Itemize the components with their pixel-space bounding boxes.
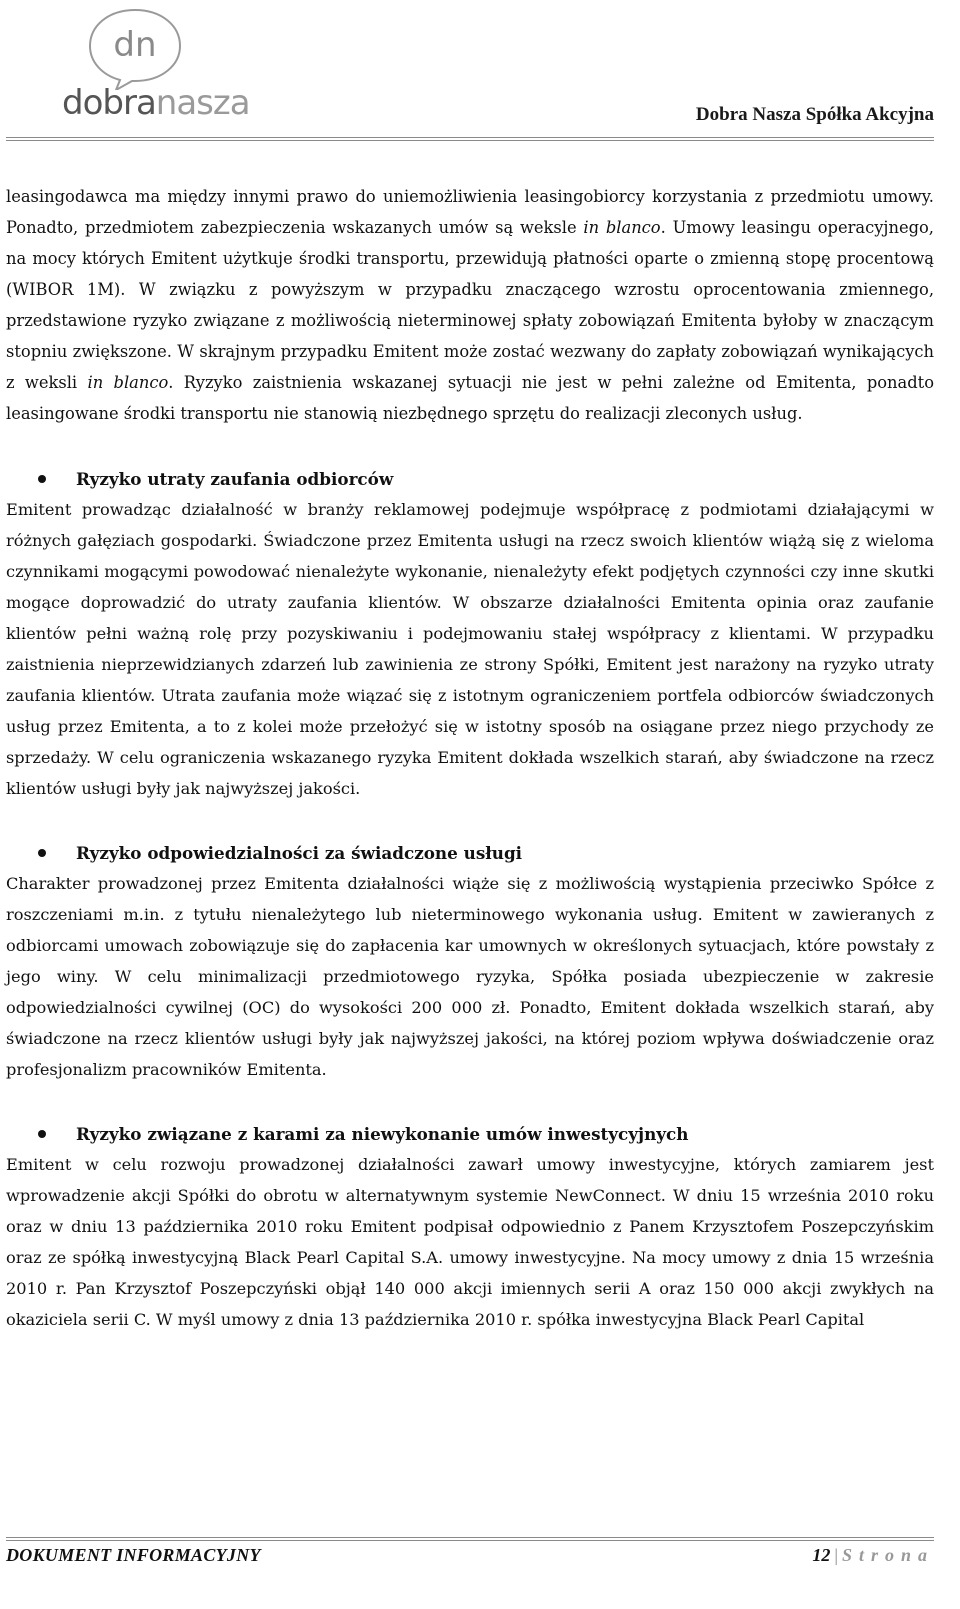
section-heading [6,463,934,494]
section-body: Emitent prowadząc działalność w branży reklamowej podejmuje współpracę z podmiotami działającymi w różnych gałęziach gospodarki. Świadczone przez Emitenta usługi na rzecz swoich klientów wiążą się z wieloma czynnikami mogącymi powodować nienależyte wykonanie, nienależyty efekt podjętych czynności czy inne skutki mogące doprowadzić do utraty zaufania klientów. W obszarze działalności Emitenta opinia oraz zaufanie klientów pełni ważną rolę przy pozyskiwaniu i podejmowaniu stałej współpracy z klientami. W przypadku zaistnienia nieprzewidzianych zdarzeń lub zawinienia ze strony Spółki, Emitent jest narażony na ryzyko utraty zaufania klientów. Utrata zaufania może wiązać się z istotnym ograniczeniem portfela odbiorców świadczonych usług przez Emitenta, a to z kolei może przełożyć się w istotny sposób na osiągane przez niego przychody ze sprzedaży. W celu ograniczenia wskazanego ryzyka Emitent dokłada wszelkich starań, aby świadczone na rzecz klientów usługi były jak najwyższej jakości. [6,500,934,798]
logo-wordmark [62,83,250,123]
section-heading [6,1118,934,1149]
footer-page-indicator [812,1545,934,1566]
intro-text-3: . Ryzyko zaistnienia wskazanej sytuacji nie jest w pełni zależne od Emitenta, ponadto leasingowane środki transportu nie stanowią niezbędnego sprzętu do realizacji zleconych usług. [6,373,934,423]
page-label: Strona [841,1545,934,1565]
bullet-icon [38,475,46,483]
section-heading-text: Ryzyko odpowiedzialności za świadczone usługi [76,842,523,863]
intro-italic-1: in blanco [583,218,661,237]
footer-divider [6,1537,934,1541]
intro-text-2: . Umowy leasingu operacyjnego, na mocy których Emitent użytkuje środki transportu, przewidują płatności oparte o zmienną stopę procentową (WIBOR 1M). W związku z powyższym w przypadku znaczącego wzrostu oprocentowania zmiennego, przedstawione ryzyko związane z możliwością nieterminowej spłaty zobowiązań Emitenta byłoby w znaczącym stopniu zwiększone. W skrajnym przypadku Emitent może zostać wezwany do zapłaty zobowiązań wynikających z weksli [6,218,934,392]
company-logo [20,0,260,135]
logo-speech-bubble-icon [80,4,190,90]
section-heading-text: Ryzyko utraty zaufania odbiorców [76,468,394,489]
bullet-icon [38,849,46,857]
intro-paragraph [6,181,934,429]
page-number: 12 [812,1545,831,1565]
logo-word-nasza: nasza [155,83,250,123]
header-divider [6,137,934,141]
footer-document-title: DOKUMENT INFORMACYJNY [6,1545,261,1565]
section-body: Emitent w celu rozwoju prowadzonej działalności zawarł umowy inwestycyjne, których zamiarem jest wprowadzenie akcji Spółki do obrotu w alternatywnym systemie NewConnect. W dniu 15 września 2010 roku oraz w dniu 13 października 2010 roku Emitent podpisał odpowiednio z Panem Krzysztofem Poszepczyńskim oraz ze spółką inwestycyjną Black Pearl Capital S.A. umowy inwestycyjne. Na mocy umowy z dnia 15 września 2010 r. Pan Krzysztof Poszepczyński objął 140 000 akcji imiennych serii A oraz 150 000 akcji zwykłych na okaziciela serii C. W myśl umowy z dnia 13 października 2010 r. spółka inwestycyjna Black Pearl Capital [6,1155,934,1329]
section-heading-text: Ryzyko związane z karami za niewykonanie umów inwestycyjnych [76,1123,689,1144]
section-heading [6,837,934,868]
section-body: Charakter prowadzonej przez Emitenta działalności wiąże się z możliwością wystąpienia przeciwko Spółce z roszczeniami m.in. z tytułu nienależytego lub nieterminowego wykonania usług. Emitent w zawieranych z odbiorcami umowach zobowiązuje się do zapłacenia kar umownych w określonych sytuacjach, które powstały z jego winy. W celu minimalizacji przedmiotowego ryzyka, Spółka posiada ubezpieczenie w zakresie odpowiedzialności cywilnej (OC) do wysokości 200 000 zł. Ponadto, Emitent dokłada wszelkich starań, aby świadczone na rzecz klientów usługi były jak najwyższej jakości, na której poziom wpływa doświadczenie oraz profesjonalizm pracowników Emitenta. [6,874,934,1079]
intro-italic-2: in blanco [87,373,169,392]
intro-text-1: leasingodawca ma między innymi prawo do uniemożliwienia leasingobiorcy korzystania z przedmiotu umowy. Ponadto, przedmiotem zabezpieczenia wskazanych umów są weksle [6,187,934,237]
bullet-icon [38,1130,46,1138]
logo-word-dobra: dobra [62,83,156,123]
company-name: Dobra Nasza Spółka Akcyjna [695,104,934,125]
page-separator: | [834,1545,838,1565]
logo-monogram: dn [113,25,157,65]
page-content [6,181,934,1335]
